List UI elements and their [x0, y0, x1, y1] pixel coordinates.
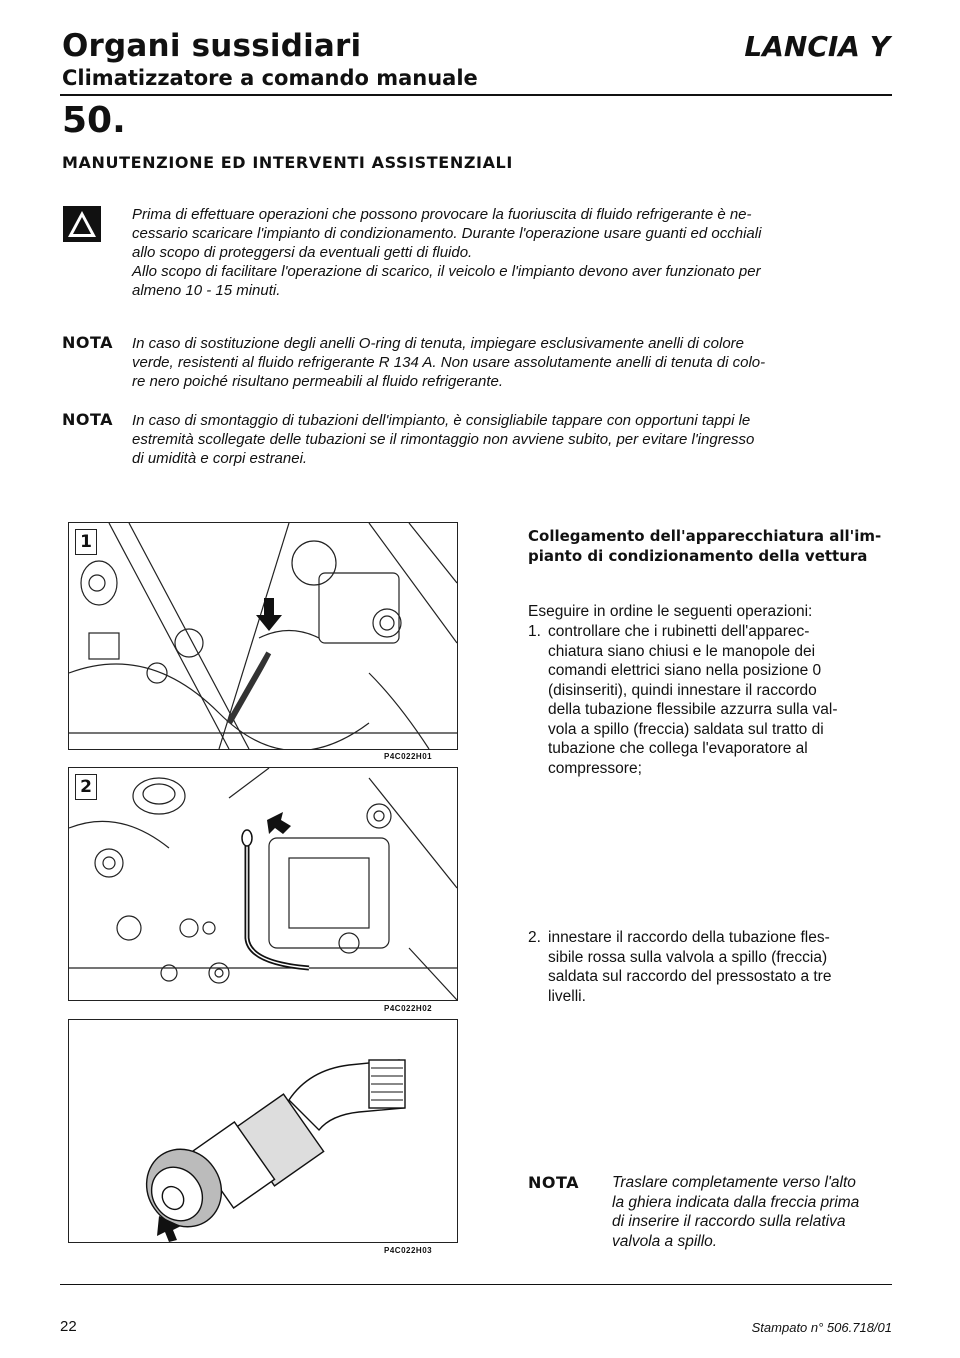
- note-text: [132, 411, 902, 468]
- connector-illustration: [69, 1020, 457, 1242]
- figure-code: P4C022H01: [384, 752, 433, 761]
- note-label: NOTA: [528, 1173, 580, 1192]
- print-stamp: Stampato n° 506.718/01: [751, 1320, 892, 1335]
- procedure-heading-line: pianto di condizionamento della vettura: [528, 547, 868, 565]
- warning-line: Prima di effettuare operazioni che possono provocare la fuoriuscita di fluido refrigerante è ne-: [132, 206, 752, 223]
- arrow-icon: [267, 812, 291, 834]
- arrow-icon: [256, 598, 282, 631]
- page-number: 22: [60, 1318, 77, 1335]
- header-rule: [60, 94, 892, 96]
- warning-icon: [63, 206, 101, 242]
- engine-illustration-1: [69, 523, 457, 749]
- figure-number: 2: [75, 774, 97, 800]
- step-line: sibile rossa sulla valvola a spillo (freccia): [548, 948, 828, 966]
- figure-1: [68, 522, 458, 750]
- note-line: di inserire il raccordo sulla relativa: [612, 1213, 846, 1230]
- warning-line: cessario scaricare l'impianto di condizionamento. Durante l'operazione usare guanti ed occhiali: [132, 225, 762, 242]
- procedure-step-2: [528, 928, 900, 1006]
- step-line: (disinseriti), quindi innestare il raccordo: [548, 681, 817, 699]
- figure-code: P4C022H03: [384, 1246, 433, 1255]
- note-line: la ghiera indicata dalla freccia prima: [612, 1193, 860, 1211]
- section-number: 50.: [62, 100, 126, 141]
- procedure-heading: [528, 526, 900, 566]
- procedure-intro: Eseguire in ordine le seguenti operazioni:: [528, 603, 813, 620]
- step-line: controllare che i rubinetti dell'apparec-: [548, 623, 810, 640]
- step-line: tubazione che collega l'evaporatore al: [548, 740, 808, 757]
- step-line: compressore;: [548, 759, 642, 777]
- warning-text: [132, 205, 902, 300]
- section-heading: MANUTENZIONE ED INTERVENTI ASSISTENZIALI: [62, 153, 513, 172]
- warning-line: almeno 10 - 15 minuti.: [132, 282, 281, 299]
- note-label: NOTA: [62, 410, 114, 429]
- note-label: NOTA: [62, 333, 114, 352]
- procedure-heading-line: Collegamento dell'apparecchiatura all'im-: [528, 527, 882, 545]
- procedure-step-1: [528, 622, 900, 778]
- footer-rule: [60, 1284, 892, 1285]
- step-line: vola a spillo (freccia) saldata sul tratto di: [548, 720, 824, 738]
- warning-line: allo scopo di proteggersi da eventuali getti di fluido.: [132, 244, 473, 261]
- figure-2: [68, 767, 458, 1001]
- step-number: 1.: [528, 623, 541, 640]
- page-subtitle: Climatizzatore a comando manuale: [62, 66, 478, 90]
- step-line: livelli.: [548, 987, 586, 1005]
- note-text: [132, 334, 902, 391]
- note-line: di umidità e corpi estranei.: [132, 450, 308, 467]
- note-line: estremità scollegate delle tubazioni se il rimontaggio non avviene subito, per evitare l'ingresso: [132, 431, 755, 448]
- brand-label: LANCIA Y: [744, 30, 890, 63]
- figure-3: [68, 1019, 458, 1243]
- note-line: verde, resistenti al fluido refrigerante R 134 A. Non usare assolutamente anelli di tenuta di colo-: [132, 354, 766, 371]
- note-line: Traslare completamente verso l'alto: [612, 1174, 856, 1191]
- note-text: [612, 1173, 902, 1251]
- step-line: comandi elettrici siano nella posizione 0: [548, 662, 822, 679]
- step-line: della tubazione flessibile azzurra sulla val-: [548, 701, 838, 718]
- step-line: saldata sul raccordo del pressostato a tre: [548, 968, 832, 985]
- step-line: innestare il raccordo della tubazione fles-: [548, 929, 830, 946]
- note-line: In caso di sostituzione degli anelli O-ring di tenuta, impiegare esclusivamente anelli di colore: [132, 335, 744, 352]
- engine-illustration-2: [69, 768, 457, 1000]
- step-number: 2.: [528, 929, 541, 946]
- figure-code: P4C022H02: [384, 1004, 433, 1013]
- page-title: Organi sussidiari: [62, 28, 362, 64]
- figure-number: 1: [75, 529, 97, 555]
- note-line: re nero poiché risultano permeabili al fluido refrigerante.: [132, 373, 504, 390]
- step-line: chiatura siano chiusi e le manopole dei: [548, 642, 816, 660]
- note-line: valvola a spillo.: [612, 1232, 718, 1250]
- note-line: In caso di smontaggio di tubazioni dell'impianto, è consigliabile tappare con opportuni tappi le: [132, 412, 751, 429]
- warning-line: Allo scopo di facilitare l'operazione di scarico, il veicolo e l'impianto devono aver funzionato per: [132, 263, 761, 280]
